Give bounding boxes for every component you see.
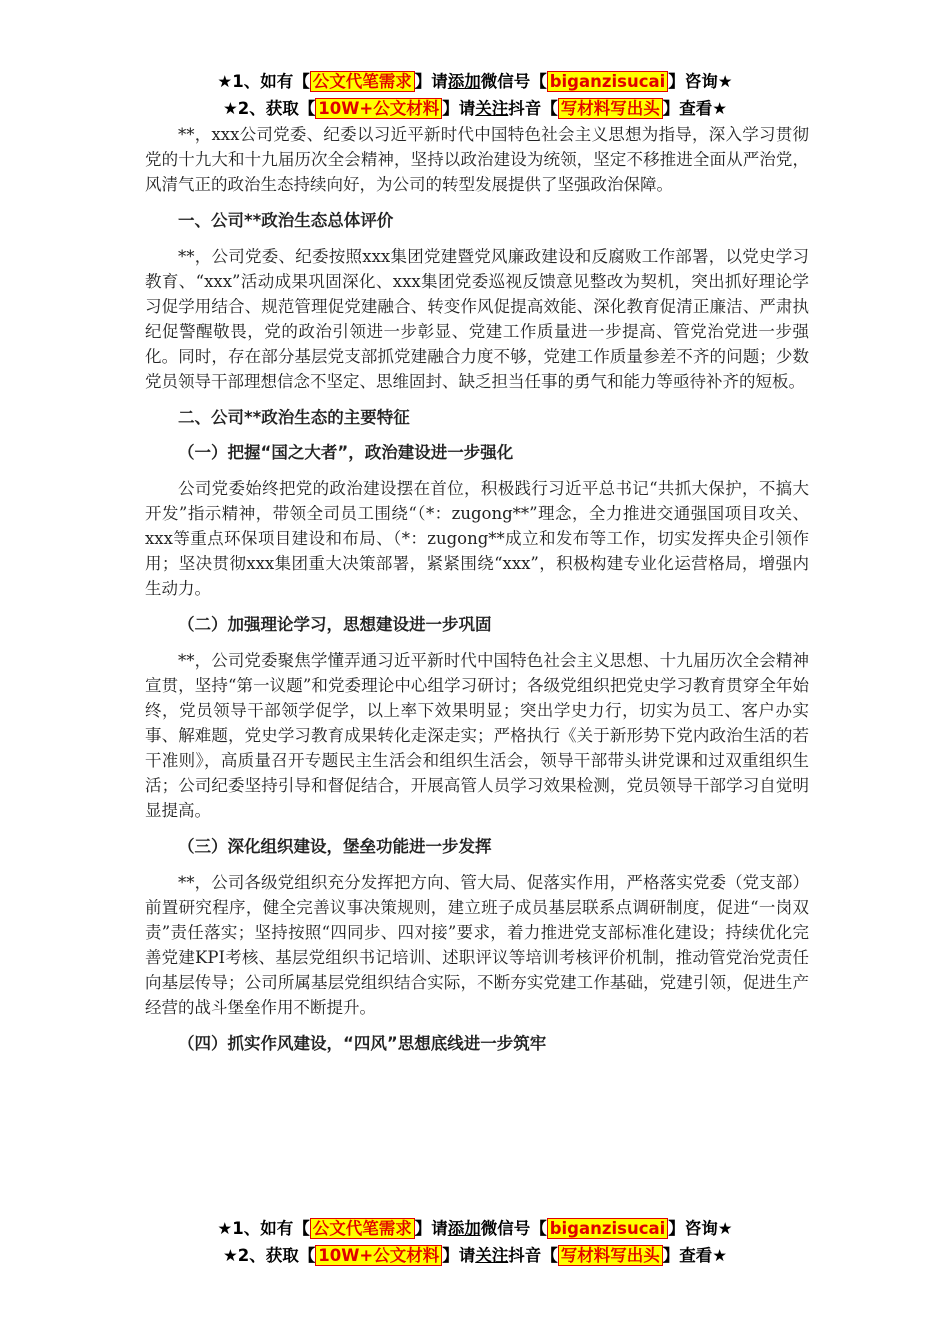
bottom-banner	[0, 1215, 950, 1269]
intro-paragraph: **，xxx公司党委、纪委以习近平新时代中国特色社会主义思想为指导，深入学习贯彻党的十九大和十九届历次全会精神，坚持以政治建设为统领，坚定不移推进全面从严治党，风清气正的政治生态持续向好，为公司的转型发展提供了坚强政治保障。	[145, 125, 809, 194]
banner-text: 】咨询★	[668, 72, 733, 91]
subsection-heading-4: （四）抓实作风建设，“四风”思想底线进一步筑牢	[178, 1034, 547, 1053]
banner-text: 抖音【	[508, 99, 558, 118]
banner-text: 】查看★	[662, 99, 728, 118]
subsection-heading-2: （二）加强理论学习，思想建设进一步巩固	[178, 615, 492, 634]
section-heading-2: 二、公司**政治生态的主要特征	[178, 408, 410, 427]
banner-text: ★1、如有【	[217, 1219, 310, 1238]
section-heading-1: 一、公司**政治生态总体评价	[178, 211, 394, 230]
banner-line-1	[0, 1215, 950, 1242]
banner-text: 抖音【	[508, 1246, 558, 1265]
banner-highlight: 公文代笔需求	[310, 71, 415, 92]
banner-text: ★2、获取【	[222, 99, 316, 118]
banner-underlined-text: 添加	[447, 1219, 481, 1238]
banner-text: 】请	[414, 72, 448, 91]
banner-line-1	[0, 68, 950, 95]
banner-text: 微信号【	[480, 72, 547, 91]
banner-highlight: 10W+公文材料	[315, 98, 442, 119]
banner-highlight-wechat-id: biganzisucai	[547, 1218, 669, 1239]
subsection-heading-3: （三）深化组织建设，堡垒功能进一步发挥	[178, 837, 492, 856]
top-banner	[0, 68, 950, 122]
banner-text: ★2、获取【	[222, 1246, 316, 1265]
banner-line-2	[0, 95, 950, 122]
document-body	[145, 122, 809, 1056]
banner-line-2	[0, 1242, 950, 1269]
banner-highlight-douyin: 写材料写出头	[558, 98, 663, 119]
paragraph-theory-study: **，公司党委聚焦学懂弄通习近平新时代中国特色社会主义思想、十九届历次全会精神宣贯，坚持“第一议题”和党委理论中心组学习研讨；各级党组织把党史学习教育贯穿全年始终，党员领导干部领学促学，以上率下效果明显；突出学史力行，切实为员工、客户办实事、解难题，党史学习教育成果转化走深走实；严格执行《关于新形势下党内政治生活的若干准则》，高质量召开专题民主生活会和组织生活会，领导干部带头讲党课和过双重组织生活；公司纪委坚持引导和督促结合，开展高管人员学习效果检测，党员领导干部学习自觉明显提高。	[145, 651, 809, 820]
paragraph-political-building: 公司党委始终把党的政治建设摆在首位，积极践行习近平总书记“共抓大保护，不搞大开发”指示精神，带领全司员工围绕“（*：zugong**”理念，全力推进交通强国项目攻关、xxx等重点环保项目建设和布局、（*：zugong**成立和发布等工作，切实发挥央企引领作用；坚决贯彻xxx集团重大决策部署，紧紧围绕“xxx”，积极构建专业化运营格局，增强内生动力。	[145, 479, 809, 598]
banner-underlined-text: 关注	[475, 1246, 509, 1265]
banner-highlight-wechat-id: biganzisucai	[547, 71, 669, 92]
banner-text: 】请	[442, 99, 476, 118]
banner-text: 】请	[442, 1246, 476, 1265]
banner-text: 】咨询★	[668, 1219, 733, 1238]
banner-text: 】请	[414, 1219, 448, 1238]
subsection-heading-1: （一）把握“国之大者”，政治建设进一步强化	[178, 443, 514, 462]
paragraph-organization-building: **，公司各级党组织充分发挥把方向、管大局、促落实作用，严格落实党委（党支部）前置研究程序，健全完善议事决策规则，建立班子成员基层联系点调研制度，促进“一岗双责”责任落实；坚持按照“四同步、四对接”要求，着力推进党支部标准化建设；持续优化完善党建KPI考核、基层党组织书记培训、述职评议等培训考核评价机制，推动管党治党责任向基层传导；公司所属基层党组织结合实际，不断夯实党建工作基础，党建引领，促进生产经营的战斗堡垒作用不断提升。	[145, 873, 809, 1017]
banner-underlined-text: 添加	[447, 72, 481, 91]
banner-highlight-douyin: 写材料写出头	[558, 1245, 663, 1266]
banner-highlight: 公文代笔需求	[310, 1218, 415, 1239]
paragraph-overall-evaluation: **，公司党委、纪委按照xxx集团党建暨党风廉政建设和反腐败工作部署，以党史学习教育、“xxx”活动成果巩固深化、xxx集团党委巡视反馈意见整改为契机，突出抓好理论学习促学用结合、规范管理促党建融合、转变作风促提高效能、深化教育促清正廉洁、严肃执纪促警醒敬畏，党的政治引领进一步彰显、党建工作质量进一步提高、管党治党进一步强化。同时，存在部分基层党支部抓党建融合力度不够，党建工作质量参差不齐的问题；少数党员领导干部理想信念不坚定、思维固封、缺乏担当任事的勇气和能力等亟待补齐的短板。	[145, 247, 809, 391]
banner-highlight: 10W+公文材料	[315, 1245, 442, 1266]
banner-text: 】查看★	[662, 1246, 728, 1265]
banner-underlined-text: 关注	[475, 99, 509, 118]
banner-text: 微信号【	[480, 1219, 547, 1238]
banner-text: ★1、如有【	[217, 72, 310, 91]
